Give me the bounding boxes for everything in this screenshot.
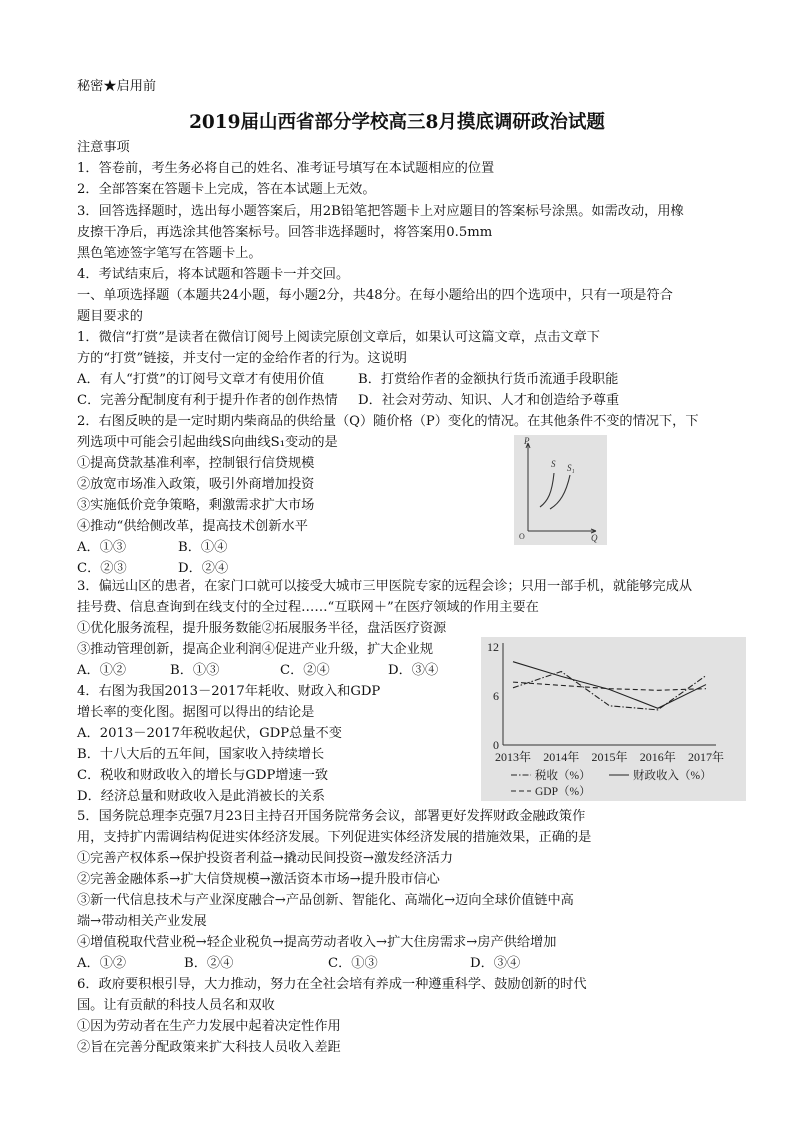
section-heading-cont: 题目要求的 [77,309,143,324]
notice-item: 2．全部答案在答题卡上完成，答在本试题上无效。 [77,182,376,197]
y-tick-label: 12 [487,640,499,654]
x-tick-label: 2015年 [591,750,628,764]
series-line-2 [513,682,706,690]
q4-option-c: C．税收和财政收入的增长与GDP增速一致 [77,768,329,783]
notice-item: 黑色笔迹签字笔写在答题卡上。 [77,246,262,261]
x-tick-label: 2013年 [494,750,532,764]
q3-option-c: C．②④ [280,663,330,678]
q1-stem-cont: 方的“打赏”链接，并支付一定的金给作者的行为。这说明 [77,351,407,366]
q-axis-label: Q [591,533,598,543]
notice-item: 1．答卷前，考生务必将自己的姓名、准考证号填写在本试题相应的位置 [77,161,495,176]
supply-curve-figure [514,435,607,545]
q1-stem: 1．微信“打赏”是读者在微信订阅号上阅读完原创文章后，如果认可这篇文章，点击文章下 [77,330,600,345]
notice-heading: 注意事项 [77,140,130,155]
q3-item-12: ①优化服务流程，提升服务数能②拓展服务半径，盘活医疗资源 [77,621,447,636]
q3-stem-cont: 挂号费、信息查询到在线支付的全过程……“互联网＋”在医疗领域的作用主要在 [77,600,539,615]
q2-stem: 2．右图反映的是一定时期内柴商品的供给量（Q）随价格（P）变化的情况。在其他条件不变的情况下，下 [77,414,699,429]
q2-option-c: C．②③ [77,561,127,576]
q1-option-c: C．完善分配制度有利于提升作者的创作热情 [77,393,338,408]
q6-stem: 6．政府要积根引导，大力推动，努力在全社会培有养成一种遵重科学、鼓励创新的时代 [77,977,587,992]
q3-stem: 3．偏远山区的患者，在家门口就可以接受大城市三甲医院专家的远程会诊；只用一部手机，就能够完成从 [77,579,693,594]
q4-stem: 4．右图为我国2013－2017年耗收、财政入和GDP [77,684,381,699]
q5-item-1: ①完善产权体系→保护投资者利益→撬动民间投资→激发经济活力 [77,851,454,866]
q1-option-d: D．社会对劳动、知识、人才和创造给予尊重 [358,393,620,408]
q6-item-2: ②旨在完善分配政策来扩大科技人员收入差距 [77,1040,341,1055]
q5-option-d: D．③④ [470,956,521,971]
q2-item-1: ①提高贷款基准利率，控制银行信贷规模 [77,456,315,471]
q2-item-3: ③实施低价竞争策略，剩激需求扩大市场 [77,498,315,513]
legend-label: 税收（%） [535,770,591,782]
q5-stem: 5．国务院总理李克强7月23日主持召开国务院常务会议，部署更好发挥财政金融政策作 [77,809,586,824]
x-tick-label: 2014年 [543,750,580,764]
q4-option-b: B．十八大后的五年间，国家收入持续增长 [77,747,325,762]
exam-title: 2019届山西省部分学校高三8月摸底调研政治试题 [189,112,605,133]
growth-rate-chart [481,637,746,801]
series-line-0 [513,672,706,710]
q3-option-b: B．①③ [170,663,220,678]
q5-item-4: ④增值税取代营业税→轻企业税负→提高劳动者收入→扩大住房需求→房产供给增加 [77,935,557,950]
q3-option-a: A．①② [77,663,127,678]
s-label: S [551,459,556,469]
q1-option-b: B．打赏给作者的金额执行货币流通手段职能 [358,372,619,387]
s1-label: S₁ [567,463,575,473]
y-tick-label: 6 [493,689,499,703]
q5-option-a: A．①② [77,956,127,971]
q3-option-d: D．③④ [388,663,439,678]
confidential-mark: 秘密★启用前 [77,79,157,94]
growth-rate-chart-svg [481,637,746,801]
q5-item-3-cont: 端→带动相关产业发展 [77,914,207,929]
q5-stem-cont: 用，支持扩内需调结构促进实体经济发展。下列促进实体经济发展的措施效果，正确的是 [77,830,592,845]
q4-stem-cont: 增长率的变化图。据图可以得出的结论是 [77,705,315,720]
q5-item-3: ③新一代信息技术与产业深度融合→产品创新、智能化、高端化→迈向全球价值链中高 [77,893,574,908]
origin-label: O [519,532,525,541]
q2-option-d: D．②④ [178,561,229,576]
x-tick-label: 2016年 [639,750,676,764]
legend-label: GDP（%） [535,786,591,798]
q3-item-34: ③推动管理创新，提高企业利润④促进产业升级，扩大企业规 [77,642,434,657]
q2-option-a: A．①③ [77,540,127,555]
q2-stem-cont: 列选项中可能会引起曲线S向曲线S₁变动的是 [77,435,338,450]
q5-option-c: C．①③ [328,956,378,971]
q1-option-a: A．有人“打赏”的订阅号文章才有使用价值 [77,372,325,387]
q2-option-b: B．①④ [178,540,228,555]
q6-stem-cont: 国。让有贡献的科技人员名和双收 [77,998,275,1013]
p-axis-label: P [524,436,530,446]
y-tick-label: 0 [493,738,499,752]
notice-item: 4．考试结束后，将本试题和答题卡一并交回。 [77,267,350,282]
q4-option-d: D．经济总量和财政收入是此消被长的关系 [77,789,325,804]
q5-item-2: ②完善金融体系→扩大信贷规模→激活资本市场→提升股市信心 [77,872,440,887]
notice-item: 皮擦干净后，再选涂其他答案标号。回答非选择题时，将答案用0.5mm [77,225,493,240]
notice-item: 3．回答选择题时，选出每小题答案后，用2B铅笔把答题卡上对应题目的答案标号涂黑。如需改动，用橡 [77,204,684,219]
legend-label: 财政收入（%） [633,770,712,782]
q5-option-b: B．②④ [184,956,234,971]
supply-curve-graph [514,435,607,545]
q4-option-a: A．2013－2017年税收起伏，GDP总量不变 [77,726,342,741]
section-heading: 一、单项选择题（本题共24小题，每小题2分，共48分。在每小题给出的四个选项中，只有一项是符合 [77,288,673,303]
x-tick-label: 2017年 [687,750,725,764]
q2-item-4: ④推动“供给侧改革，提高技术创新水平 [77,519,308,534]
q2-item-2: ②放宽市场准入政策，吸引外商增加投资 [77,477,315,492]
q6-item-1: ①因为劳动者在生产力发展中起着决定性作用 [77,1019,341,1034]
curve-s [540,473,554,507]
series-line-1 [513,662,706,709]
